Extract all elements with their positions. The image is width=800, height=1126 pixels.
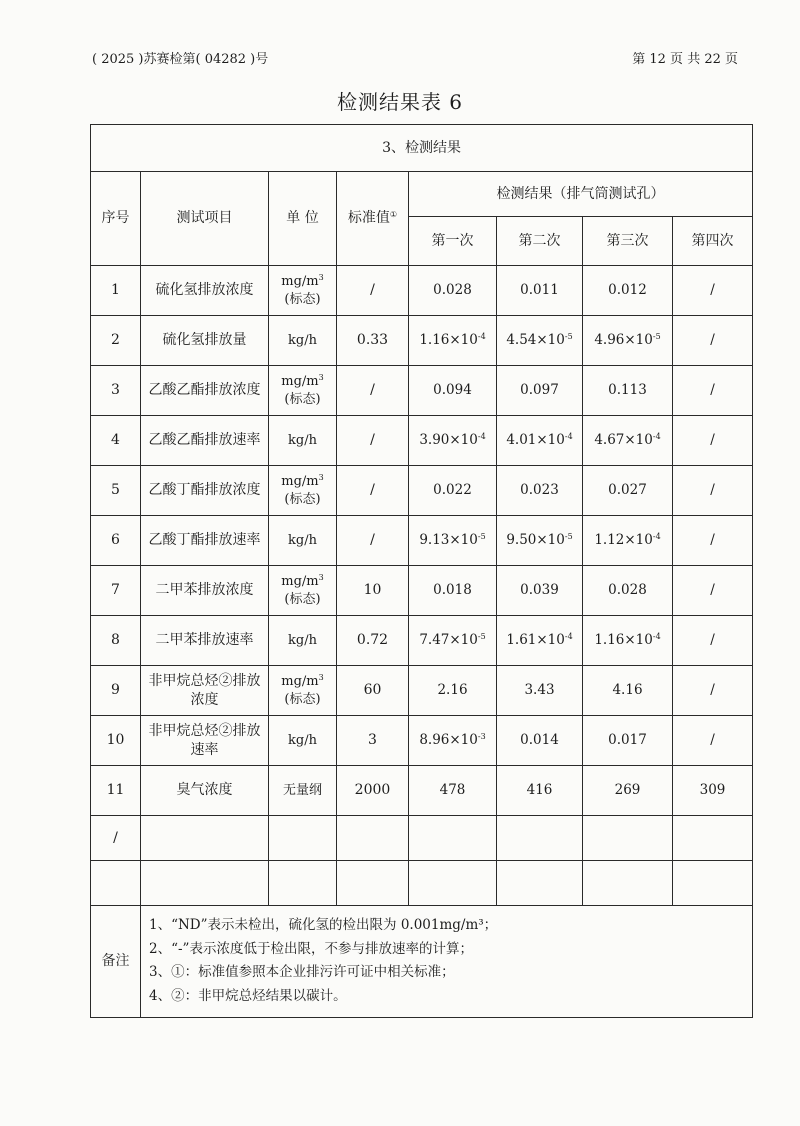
row-run-3 (583, 666, 673, 716)
row-run-2 (497, 566, 583, 616)
value: 4.96×10 (594, 332, 653, 349)
row-item: 乙酸丁酯排放速率 (141, 516, 269, 566)
row-run-3 (583, 566, 673, 616)
row-standard: 2000 (337, 766, 409, 816)
empty-cell (497, 861, 583, 906)
exponent: -4 (652, 432, 661, 442)
empty-cell (337, 861, 409, 906)
row-run-2 (497, 266, 583, 316)
row-item: 二甲苯排放速率 (141, 616, 269, 666)
empty-cell (583, 861, 673, 906)
row-standard: / (337, 416, 409, 466)
exponent: -4 (652, 632, 661, 642)
unit-sup: 3 (318, 572, 324, 582)
value: 0.094 (433, 382, 472, 399)
row-standard: 0.33 (337, 316, 409, 366)
row-run-3 (583, 366, 673, 416)
empty-cell (673, 816, 753, 861)
row-item: 臭气浓度 (141, 766, 269, 816)
table-row (91, 316, 753, 366)
empty-cell (497, 816, 583, 861)
unit-main: mg/m (281, 273, 319, 289)
row-standard: 0.72 (337, 616, 409, 666)
empty-cell (409, 861, 497, 906)
row-unit (269, 266, 337, 316)
col-header-results-group: 检测结果（排气筒测试孔） (409, 172, 753, 217)
row-unit (269, 716, 337, 766)
row-standard: / (337, 366, 409, 416)
table-row (91, 766, 753, 816)
row-item: 乙酸乙酯排放浓度 (141, 366, 269, 416)
table-row (91, 366, 753, 416)
row-unit (269, 416, 337, 466)
row-run-1 (409, 716, 497, 766)
empty-cell (91, 861, 141, 906)
row-run-3 (583, 616, 673, 666)
value: 7.47×10 (419, 632, 478, 649)
empty-cell (337, 816, 409, 861)
row-run-3 (583, 266, 673, 316)
exponent: -5 (564, 332, 573, 342)
row-run-3 (583, 766, 673, 816)
value: 9.13×10 (419, 532, 478, 549)
value: 0.014 (520, 732, 559, 749)
report-number: ( 2025 )苏赛检第( 04282 )号 (92, 52, 269, 67)
row-run-1 (409, 566, 497, 616)
empty-cell (673, 861, 753, 906)
exponent: -4 (652, 532, 661, 542)
unit-sub: (标态) (284, 391, 321, 407)
col-header-run-1: 第一次 (409, 217, 497, 266)
row-run-3 (583, 316, 673, 366)
value: 1.16×10 (594, 632, 653, 649)
row-index: 5 (91, 466, 141, 516)
row-run-4: / (673, 316, 753, 366)
row-index: 4 (91, 416, 141, 466)
empty-cell (269, 861, 337, 906)
row-run-4: / (673, 616, 753, 666)
row-standard: 60 (337, 666, 409, 716)
unit-main: kg/h (288, 532, 317, 548)
notes-content (141, 906, 753, 1018)
value: 0.023 (520, 482, 559, 499)
note-line: 1、“ND”表示未检出，硫化氢的检出限为 0.001mg/m³； (149, 917, 498, 933)
row-run-1 (409, 766, 497, 816)
table-row (91, 516, 753, 566)
value: 4.01×10 (506, 432, 565, 449)
row-run-4: / (673, 716, 753, 766)
unit-main: mg/m (281, 473, 319, 489)
row-run-1 (409, 316, 497, 366)
table-row (91, 266, 753, 316)
row-standard: 3 (337, 716, 409, 766)
value: 2.16 (437, 682, 468, 699)
table-row-empty (91, 816, 753, 861)
col-header-item: 测试项目 (141, 172, 269, 266)
row-item: 非甲烷总烃②排放速率 (141, 716, 269, 766)
value: 0.017 (608, 732, 647, 749)
unit-main: kg/h (288, 332, 317, 348)
row-run-4: / (673, 566, 753, 616)
row-index: / (91, 816, 141, 861)
col-header-index: 序号 (91, 172, 141, 266)
col-header-standard (337, 172, 409, 266)
exponent: -5 (652, 332, 661, 342)
unit-main: kg/h (288, 732, 317, 748)
value: 9.50×10 (506, 532, 565, 549)
row-run-1 (409, 516, 497, 566)
row-run-2 (497, 616, 583, 666)
col-header-run-2: 第二次 (497, 217, 583, 266)
value: 0.097 (520, 382, 559, 399)
col-header-unit: 单 位 (269, 172, 337, 266)
unit-main: mg/m (281, 373, 319, 389)
value: 0.012 (608, 282, 647, 299)
row-index: 7 (91, 566, 141, 616)
value: 3.43 (524, 682, 555, 699)
row-unit (269, 766, 337, 816)
value: 0.022 (433, 482, 472, 499)
row-index: 8 (91, 616, 141, 666)
row-run-2 (497, 716, 583, 766)
unit-sub: (标态) (284, 491, 321, 507)
value: 0.028 (433, 282, 472, 299)
row-run-4: / (673, 366, 753, 416)
value: 0.027 (608, 482, 647, 499)
row-unit (269, 466, 337, 516)
notes-row (91, 906, 753, 1018)
row-run-4: / (673, 466, 753, 516)
row-run-2 (497, 666, 583, 716)
row-run-4: 309 (673, 766, 753, 816)
row-run-3 (583, 716, 673, 766)
value: 416 (526, 782, 553, 799)
value: 0.039 (520, 582, 559, 599)
table-row (91, 466, 753, 516)
unit-main: 无量纲 (282, 782, 322, 798)
unit-sup: 3 (318, 472, 324, 482)
row-unit (269, 366, 337, 416)
row-run-1 (409, 616, 497, 666)
table-row-empty (91, 861, 753, 906)
row-index: 2 (91, 316, 141, 366)
row-run-2 (497, 466, 583, 516)
empty-cell (141, 816, 269, 861)
row-unit (269, 566, 337, 616)
value: 269 (614, 782, 641, 799)
exponent: -5 (477, 532, 486, 542)
unit-sub: (标态) (284, 691, 321, 707)
row-run-2 (497, 316, 583, 366)
unit-sup: 3 (318, 672, 324, 682)
row-run-1 (409, 266, 497, 316)
row-standard: / (337, 516, 409, 566)
value: 1.12×10 (594, 532, 653, 549)
row-standard: / (337, 466, 409, 516)
row-run-3 (583, 466, 673, 516)
col-header-run-4: 第四次 (673, 217, 753, 266)
row-item: 硫化氢排放量 (141, 316, 269, 366)
unit-sub: (标态) (284, 591, 321, 607)
row-run-2 (497, 366, 583, 416)
unit-main: mg/m (281, 673, 319, 689)
row-run-3 (583, 516, 673, 566)
row-run-1 (409, 366, 497, 416)
row-run-3 (583, 416, 673, 466)
page-header (92, 48, 738, 68)
document-title: 检测结果表 6 (336, 90, 464, 114)
value: 0.018 (433, 582, 472, 599)
row-run-1 (409, 416, 497, 466)
exponent: -5 (564, 532, 573, 542)
unit-sup: 3 (318, 272, 324, 282)
row-unit (269, 516, 337, 566)
row-index: 9 (91, 666, 141, 716)
row-index: 3 (91, 366, 141, 416)
row-index: 10 (91, 716, 141, 766)
footnote-mark: ① (389, 210, 398, 220)
value: 4.54×10 (506, 332, 565, 349)
table-row (91, 666, 753, 716)
row-run-4: / (673, 266, 753, 316)
row-run-2 (497, 416, 583, 466)
row-unit (269, 666, 337, 716)
row-run-4: / (673, 416, 753, 466)
row-run-1 (409, 466, 497, 516)
section-title: 3、检测结果 (91, 125, 753, 172)
row-standard: / (337, 266, 409, 316)
row-run-4: / (673, 666, 753, 716)
value: 4.16 (612, 682, 643, 699)
value: 8.96×10 (419, 732, 478, 749)
notes-label: 备注 (91, 906, 141, 1018)
table-row (91, 716, 753, 766)
row-item: 二甲苯排放浓度 (141, 566, 269, 616)
table-row (91, 416, 753, 466)
note-line: 3、①：标准值参照本企业排污许可证中相关标准； (149, 964, 455, 981)
unit-sub: (标态) (284, 291, 321, 307)
note-line: 4、②：非甲烷总烃结果以碳计。 (149, 987, 347, 1004)
page-number: 第 12 页 共 22 页 (632, 52, 738, 67)
empty-cell (583, 816, 673, 861)
unit-main: kg/h (288, 432, 317, 448)
value: 3.90×10 (419, 432, 478, 449)
value: 1.16×10 (419, 332, 478, 349)
empty-cell (269, 816, 337, 861)
row-index: 6 (91, 516, 141, 566)
row-unit (269, 616, 337, 666)
table-row (91, 616, 753, 666)
row-unit (269, 316, 337, 366)
exponent: -4 (564, 632, 573, 642)
row-item: 非甲烷总烃②排放浓度 (141, 666, 269, 716)
table-row (91, 566, 753, 616)
note-line: 2、“-”表示浓度低于检出限，不参与排放速率的计算； (149, 940, 473, 957)
row-standard: 10 (337, 566, 409, 616)
empty-cell (409, 816, 497, 861)
empty-cell (141, 861, 269, 906)
col-header-standard-label: 标准值 (347, 210, 390, 227)
exponent: -4 (564, 432, 573, 442)
exponent: -3 (477, 732, 486, 742)
row-run-2 (497, 766, 583, 816)
value: 1.61×10 (506, 632, 565, 649)
row-item: 乙酸乙酯排放速率 (141, 416, 269, 466)
value: 0.113 (608, 382, 647, 399)
exponent: -4 (477, 432, 486, 442)
value: 0.011 (520, 282, 559, 299)
row-run-4: / (673, 516, 753, 566)
col-header-run-3: 第三次 (583, 217, 673, 266)
exponent: -4 (477, 332, 486, 342)
results-table (90, 124, 753, 1018)
row-run-2 (497, 516, 583, 566)
unit-main: kg/h (288, 632, 317, 648)
value: 4.67×10 (594, 432, 653, 449)
row-item: 乙酸丁酯排放浓度 (141, 466, 269, 516)
value: 0.028 (608, 582, 647, 599)
unit-sup: 3 (318, 372, 324, 382)
row-index: 11 (91, 766, 141, 816)
row-item: 硫化氢排放浓度 (141, 266, 269, 316)
unit-main: mg/m (281, 573, 319, 589)
exponent: -5 (477, 632, 486, 642)
row-run-1 (409, 666, 497, 716)
value: 478 (439, 782, 466, 799)
row-index: 1 (91, 266, 141, 316)
